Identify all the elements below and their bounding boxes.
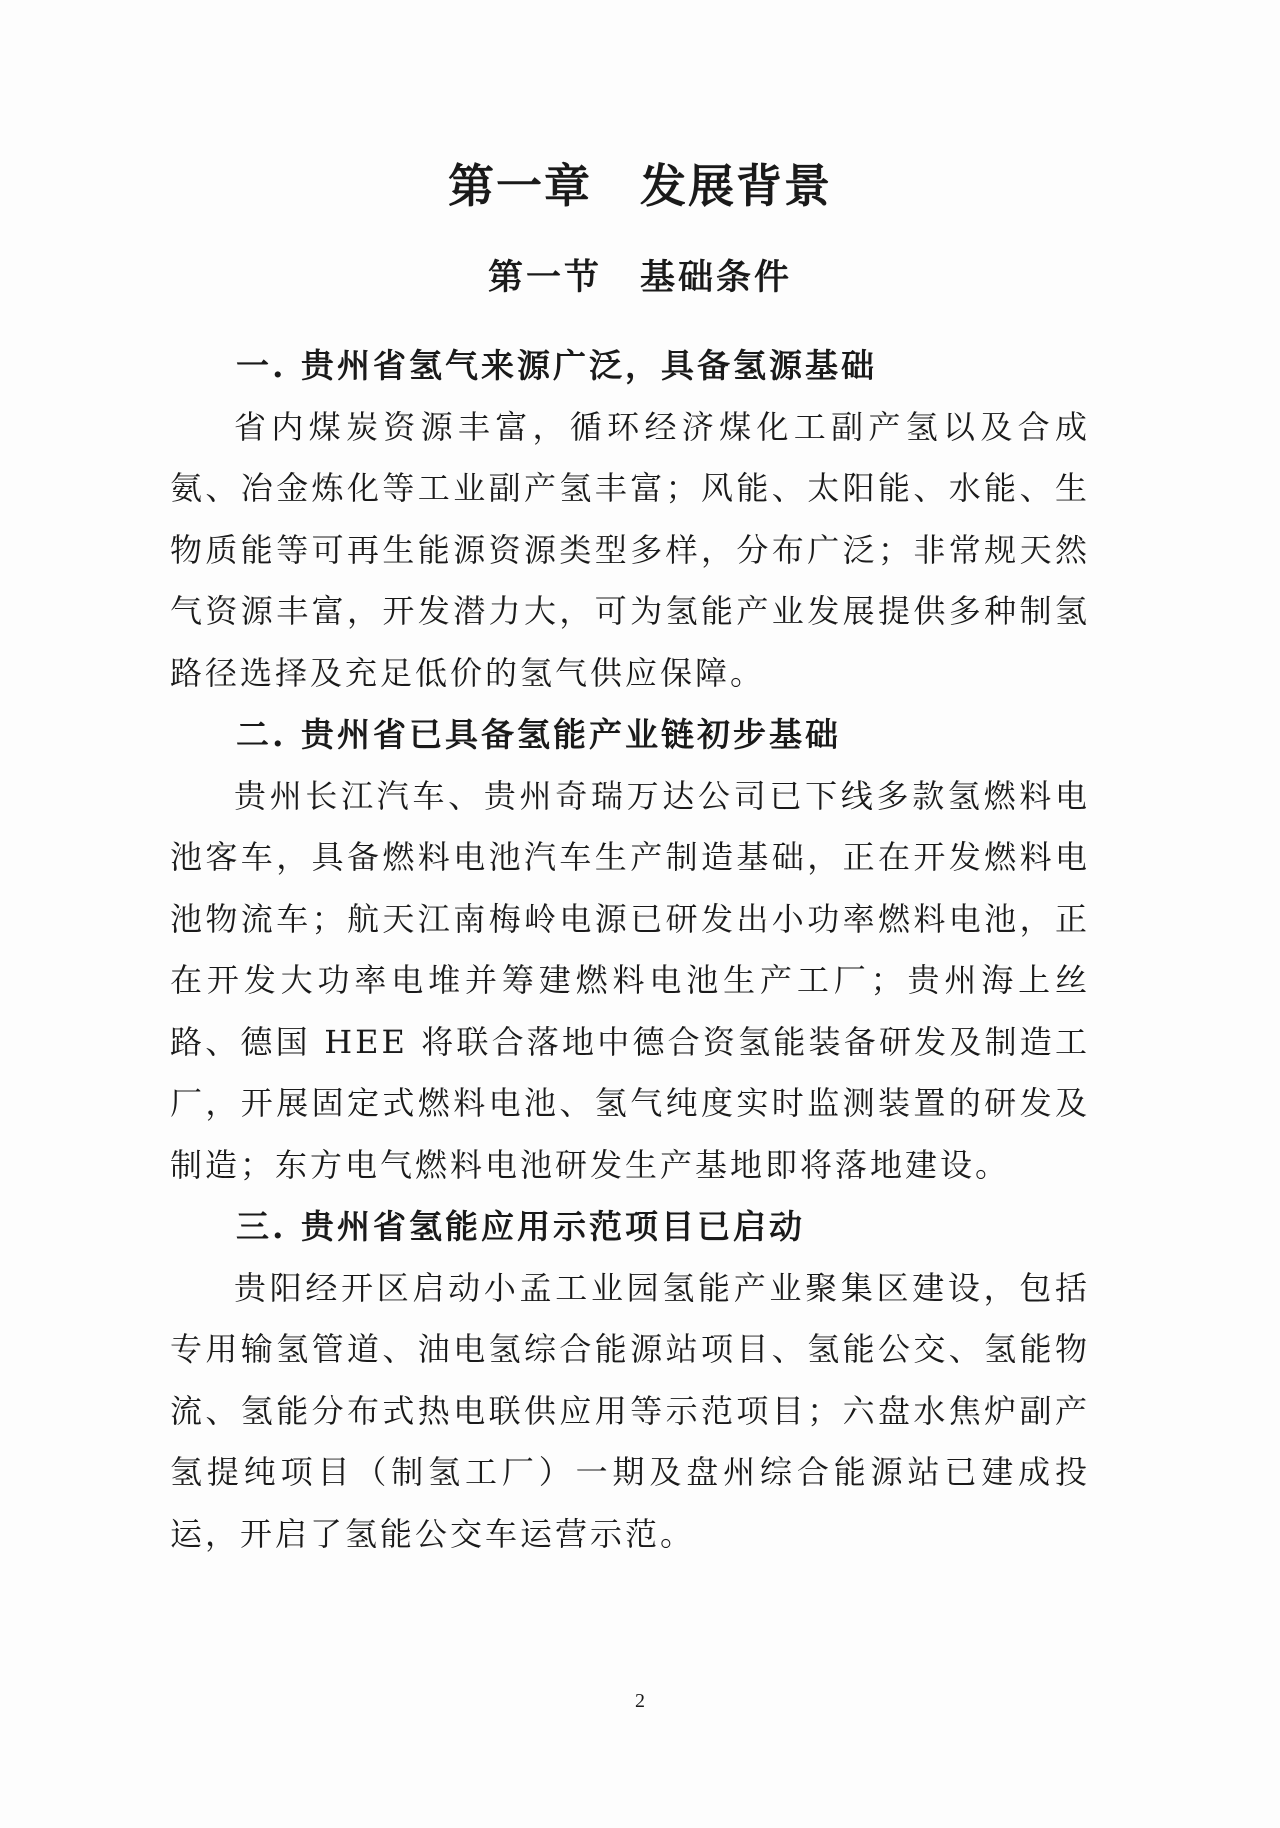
subsection-paragraph-1: 省内煤炭资源丰富，循环经济煤化工副产氢以及合成氨、冶金炼化等工业副产氢丰富；风能、太阳能、水能、生物质能等可再生能源资源类型多样，分布广泛；非常规天然气资源丰富，开发潜力大，可为氢能产业发展提供多种制氢路径选择及充足低价的氢气供应保障。 (170, 407, 1090, 692)
section-title: 第一节 基础条件 (487, 257, 792, 298)
page-number: 2 (635, 1690, 645, 1712)
subsection-heading-1: 一. 贵州省氢气来源广泛，具备氢源基础 (236, 346, 877, 385)
subsection-heading-2: 二. 贵州省已具备氢能产业链初步基础 (236, 715, 841, 754)
subsection-paragraph-2: 贵州长江汽车、贵州奇瑞万达公司已下线多款氢燃料电池客车，具备燃料电池汽车生产制造基础，正在开发燃料电池物流车；航天江南梅岭电源已研发出小功率燃料电池，正在开发大功率电堆并筹建燃料电池生产工厂；贵州海上丝路、德国 HEE 将联合落地中德合资氢能装备研发及制造工厂，开展固定式燃料电池、氢气纯度实时监测装置的研发及制造；东方电气燃料电池研发生产基地即将落地建设。 (170, 776, 1090, 1184)
document-body (170, 335, 1090, 1565)
subsection-heading-3: 三. 贵州省氢能应用示范项目已启动 (236, 1207, 805, 1246)
subsection-paragraph-3: 贵阳经开区启动小孟工业园氢能产业聚集区建设，包括专用输氢管道、油电氢综合能源站项目、氢能公交、氢能物流、氢能分布式热电联供应用等示范项目；六盘水焦炉副产氢提纯项目（制氢工厂）一期及盘州综合能源站已建成投运，开启了氢能公交车运营示范。 (170, 1268, 1090, 1553)
chapter-title: 第一章 发展背景 (448, 159, 832, 213)
